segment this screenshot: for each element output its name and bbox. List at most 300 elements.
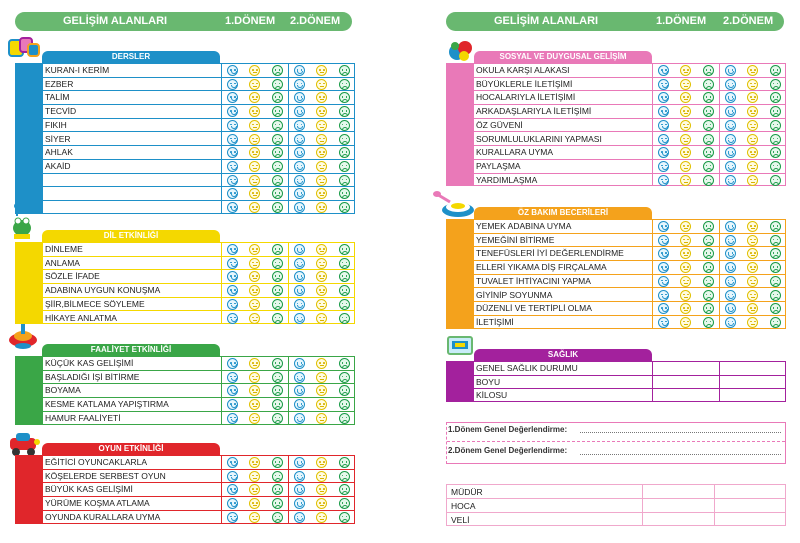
term1-rating-cell[interactable] xyxy=(227,285,238,296)
term1-rating-cell[interactable] xyxy=(249,498,260,509)
term1-rating-cell[interactable] xyxy=(227,92,238,103)
term1-rating-cell[interactable] xyxy=(272,161,283,172)
term2-rating-cell[interactable] xyxy=(747,161,758,172)
term1-rating-cell[interactable] xyxy=(680,161,691,172)
term1-rating-cell[interactable] xyxy=(249,65,260,76)
term1-rating-cell[interactable] xyxy=(658,303,669,314)
term1-rating-cell[interactable] xyxy=(227,134,238,145)
term1-rating-cell[interactable] xyxy=(227,299,238,310)
term1-rating-cell[interactable] xyxy=(703,303,714,314)
term1-rating-cell[interactable] xyxy=(249,134,260,145)
term2-rating-cell[interactable] xyxy=(294,372,305,383)
term2-rating-cell[interactable] xyxy=(294,285,305,296)
term2-rating-cell[interactable] xyxy=(770,317,781,328)
term1-rating-cell[interactable] xyxy=(249,244,260,255)
term1-rating-cell[interactable] xyxy=(227,271,238,282)
term1-rating-cell[interactable] xyxy=(227,188,238,199)
term2-rating-cell[interactable] xyxy=(725,317,736,328)
term2-rating-cell[interactable] xyxy=(725,134,736,145)
term1-rating-cell[interactable] xyxy=(249,457,260,468)
sad-face-icon xyxy=(339,399,350,410)
term2-rating-cell[interactable] xyxy=(725,147,736,158)
sad-face-icon xyxy=(339,471,350,482)
term2-rating-cell[interactable] xyxy=(770,106,781,117)
term2-rating-cell[interactable] xyxy=(294,313,305,324)
term2-rating-cell[interactable] xyxy=(725,79,736,90)
term2-rating-cell[interactable] xyxy=(339,134,350,145)
term1-rating-cell[interactable] xyxy=(272,299,283,310)
row-label: İLETİŞİMİ xyxy=(476,316,514,327)
term1-rating-cell[interactable] xyxy=(703,134,714,145)
term2-rating-cell[interactable] xyxy=(770,248,781,259)
term1-rating-cell[interactable] xyxy=(680,303,691,314)
term1-rating-cell[interactable] xyxy=(272,385,283,396)
table-row xyxy=(43,483,354,497)
term1-rating-cell[interactable] xyxy=(703,161,714,172)
term2-rating-cell[interactable] xyxy=(725,276,736,287)
term2-rating-cell[interactable] xyxy=(339,188,350,199)
term2-rating-cell[interactable] xyxy=(294,120,305,131)
term1-rating-cell[interactable] xyxy=(272,271,283,282)
neutral-face-icon xyxy=(316,161,327,172)
term1-rating-cell[interactable] xyxy=(680,92,691,103)
term1-rating-cell[interactable] xyxy=(227,512,238,523)
term2-rating-cell[interactable] xyxy=(770,276,781,287)
term2-rating-cell[interactable] xyxy=(294,79,305,90)
term2-rating-cell[interactable] xyxy=(294,512,305,523)
term2-rating-cell[interactable] xyxy=(294,65,305,76)
term2-rating-cell[interactable] xyxy=(339,175,350,186)
term1-rating-cell[interactable] xyxy=(272,285,283,296)
term2-value-cell[interactable] xyxy=(720,363,787,375)
term2-rating-cell[interactable] xyxy=(770,92,781,103)
term2-rating-cell[interactable] xyxy=(339,484,350,495)
term1-rating-cell[interactable] xyxy=(703,79,714,90)
term1-rating-cell[interactable] xyxy=(680,175,691,186)
term1-rating-cell[interactable] xyxy=(703,120,714,131)
term2-rating-cell[interactable] xyxy=(294,258,305,269)
term2-rating-cell[interactable] xyxy=(725,120,736,131)
term1-rating-cell[interactable] xyxy=(227,484,238,495)
term2-rating-cell[interactable] xyxy=(747,120,758,131)
term1-rating-cell[interactable] xyxy=(249,484,260,495)
term2-rating-cell[interactable] xyxy=(294,299,305,310)
term2-rating-cell[interactable] xyxy=(747,175,758,186)
term1-rating-cell[interactable] xyxy=(272,92,283,103)
term2-rating-cell[interactable] xyxy=(316,512,327,523)
term2-rating-cell[interactable] xyxy=(339,65,350,76)
term2-rating-cell[interactable] xyxy=(770,65,781,76)
term1-rating-cell[interactable] xyxy=(272,457,283,468)
term2-rating-cell[interactable] xyxy=(770,290,781,301)
term1-rating-cell[interactable] xyxy=(272,372,283,383)
term2-rating-cell[interactable] xyxy=(339,120,350,131)
term2-rating-cell[interactable] xyxy=(316,134,327,145)
term1-rating-cell[interactable] xyxy=(680,134,691,145)
term1-rating-cell[interactable] xyxy=(658,161,669,172)
term1-rating-cell[interactable] xyxy=(249,188,260,199)
term1-rating-cell[interactable] xyxy=(227,258,238,269)
term2-rating-cell[interactable] xyxy=(294,271,305,282)
term2-rating-cell[interactable] xyxy=(339,161,350,172)
term1-rating-cell[interactable] xyxy=(227,202,238,213)
term2-rating-cell[interactable] xyxy=(770,175,781,186)
term1-rating-cell[interactable] xyxy=(272,147,283,158)
term2-rating-cell[interactable] xyxy=(747,317,758,328)
term1-rating-cell[interactable] xyxy=(227,313,238,324)
sad-face-icon xyxy=(703,65,714,76)
term1-rating-cell[interactable] xyxy=(658,317,669,328)
term1-rating-cell[interactable] xyxy=(272,512,283,523)
term2-rating-cell[interactable] xyxy=(770,303,781,314)
term2-rating-cell[interactable] xyxy=(316,79,327,90)
term2-rating-cell[interactable] xyxy=(770,120,781,131)
term2-rating-cell[interactable] xyxy=(339,313,350,324)
sad-face-icon xyxy=(272,457,283,468)
term2-rating-cell[interactable] xyxy=(339,457,350,468)
term2-rating-cell[interactable] xyxy=(725,235,736,246)
term2-rating-cell[interactable] xyxy=(316,457,327,468)
term1-rating-cell[interactable] xyxy=(658,92,669,103)
term1-rating-cell[interactable] xyxy=(249,161,260,172)
term2-rating-cell[interactable] xyxy=(770,235,781,246)
term1-rating-cell[interactable] xyxy=(703,262,714,273)
term2-rating-cell[interactable] xyxy=(747,106,758,117)
term2-rating-cell[interactable] xyxy=(294,457,305,468)
term1-rating-cell[interactable] xyxy=(227,175,238,186)
term1-rating-cell[interactable] xyxy=(272,471,283,482)
term2-rating-cell[interactable] xyxy=(747,134,758,145)
term1-rating-cell[interactable] xyxy=(658,65,669,76)
term2-rating-cell[interactable] xyxy=(725,161,736,172)
term2-rating-cell[interactable] xyxy=(725,92,736,103)
term2-rating-cell[interactable] xyxy=(770,147,781,158)
term2-value-cell[interactable] xyxy=(720,390,787,402)
term2-rating-cell[interactable] xyxy=(339,258,350,269)
term2-rating-cell[interactable] xyxy=(725,290,736,301)
term2-rating-cell[interactable] xyxy=(316,258,327,269)
term2-rating-cell[interactable] xyxy=(316,471,327,482)
term2-rating-cell[interactable] xyxy=(316,313,327,324)
term1-rating-cell[interactable] xyxy=(658,262,669,273)
term2-rating-cell[interactable] xyxy=(294,134,305,145)
evaluation-term1-field[interactable] xyxy=(580,432,781,433)
sad-face-icon xyxy=(770,175,781,186)
term1-rating-cell[interactable] xyxy=(658,79,669,90)
table-row xyxy=(43,201,354,215)
term2-rating-cell[interactable] xyxy=(339,498,350,509)
term2-rating-cell[interactable] xyxy=(339,413,350,424)
term2-rating-cell[interactable] xyxy=(316,120,327,131)
term1-rating-cell[interactable] xyxy=(227,106,238,117)
term2-rating-cell[interactable] xyxy=(294,413,305,424)
term2-rating-cell[interactable] xyxy=(316,498,327,509)
term2-rating-cell[interactable] xyxy=(725,65,736,76)
term1-rating-cell[interactable] xyxy=(249,372,260,383)
term2-rating-cell[interactable] xyxy=(747,235,758,246)
term1-rating-cell[interactable] xyxy=(703,235,714,246)
term1-rating-cell[interactable] xyxy=(249,258,260,269)
term1-rating-cell[interactable] xyxy=(680,317,691,328)
term1-rating-cell[interactable] xyxy=(272,399,283,410)
term1-rating-cell[interactable] xyxy=(703,65,714,76)
term2-rating-cell[interactable] xyxy=(747,79,758,90)
term1-rating-cell[interactable] xyxy=(227,147,238,158)
term1-rating-cell[interactable] xyxy=(658,221,669,232)
term1-rating-cell[interactable] xyxy=(658,235,669,246)
term2-rating-cell[interactable] xyxy=(747,65,758,76)
term2-rating-cell[interactable] xyxy=(339,372,350,383)
term1-rating-cell[interactable] xyxy=(272,202,283,213)
term2-rating-cell[interactable] xyxy=(339,471,350,482)
term2-rating-cell[interactable] xyxy=(725,262,736,273)
neutral-face-icon xyxy=(680,276,691,287)
term1-rating-cell[interactable] xyxy=(227,79,238,90)
term1-rating-cell[interactable] xyxy=(703,175,714,186)
term2-rating-cell[interactable] xyxy=(294,188,305,199)
term1-rating-cell[interactable] xyxy=(249,106,260,117)
term1-rating-cell[interactable] xyxy=(658,134,669,145)
term2-rating-cell[interactable] xyxy=(316,188,327,199)
term1-rating-cell[interactable] xyxy=(272,358,283,369)
term1-rating-cell[interactable] xyxy=(227,471,238,482)
term1-rating-cell[interactable] xyxy=(658,290,669,301)
term1-rating-cell[interactable] xyxy=(272,175,283,186)
term2-rating-cell[interactable] xyxy=(770,221,781,232)
term1-rating-cell[interactable] xyxy=(272,484,283,495)
term1-rating-cell[interactable] xyxy=(703,248,714,259)
term2-rating-cell[interactable] xyxy=(316,285,327,296)
term1-rating-cell[interactable] xyxy=(249,313,260,324)
evaluation-term2-field[interactable] xyxy=(580,454,781,455)
term1-rating-cell[interactable] xyxy=(680,65,691,76)
term1-rating-cell[interactable] xyxy=(249,285,260,296)
term1-rating-cell[interactable] xyxy=(680,79,691,90)
term1-rating-cell[interactable] xyxy=(249,120,260,131)
term2-rating-cell[interactable] xyxy=(316,413,327,424)
term1-rating-cell[interactable] xyxy=(703,221,714,232)
term1-rating-cell[interactable] xyxy=(227,457,238,468)
term2-rating-cell[interactable] xyxy=(316,372,327,383)
term1-rating-cell[interactable] xyxy=(680,290,691,301)
term1-rating-cell[interactable] xyxy=(658,147,669,158)
term2-rating-cell[interactable] xyxy=(747,147,758,158)
term1-rating-cell[interactable] xyxy=(227,120,238,131)
term1-rating-cell[interactable] xyxy=(680,276,691,287)
term2-rating-cell[interactable] xyxy=(339,385,350,396)
term2-rating-cell[interactable] xyxy=(339,512,350,523)
term2-rating-cell[interactable] xyxy=(725,175,736,186)
term1-rating-cell[interactable] xyxy=(680,106,691,117)
term1-rating-cell[interactable] xyxy=(272,413,283,424)
term2-rating-cell[interactable] xyxy=(747,92,758,103)
term2-rating-cell[interactable] xyxy=(316,92,327,103)
term1-value-cell[interactable] xyxy=(653,363,720,375)
term2-rating-cell[interactable] xyxy=(339,79,350,90)
term1-rating-cell[interactable] xyxy=(249,512,260,523)
term1-rating-cell[interactable] xyxy=(249,471,260,482)
term1-rating-cell[interactable] xyxy=(249,175,260,186)
term2-rating-cell[interactable] xyxy=(725,106,736,117)
term2-rating-cell[interactable] xyxy=(316,147,327,158)
term1-rating-cell[interactable] xyxy=(272,188,283,199)
term2-rating-cell[interactable] xyxy=(316,399,327,410)
table-row xyxy=(43,78,354,92)
term1-rating-cell[interactable] xyxy=(272,313,283,324)
sad-face-icon xyxy=(770,65,781,76)
term1-rating-cell[interactable] xyxy=(658,106,669,117)
term2-rating-cell[interactable] xyxy=(339,399,350,410)
term2-rating-cell[interactable] xyxy=(339,106,350,117)
term2-rating-cell[interactable] xyxy=(339,244,350,255)
term1-rating-cell[interactable] xyxy=(227,358,238,369)
happy-face-icon xyxy=(658,276,669,287)
term2-rating-cell[interactable] xyxy=(316,161,327,172)
sad-face-icon xyxy=(339,498,350,509)
term2-rating-cell[interactable] xyxy=(294,471,305,482)
term1-rating-cell[interactable] xyxy=(249,385,260,396)
term2-rating-cell[interactable] xyxy=(747,290,758,301)
term2-rating-cell[interactable] xyxy=(316,244,327,255)
term2-rating-cell[interactable] xyxy=(316,65,327,76)
term2-rating-cell[interactable] xyxy=(294,147,305,158)
term1-value-cell[interactable] xyxy=(653,390,720,402)
term1-rating-cell[interactable] xyxy=(227,372,238,383)
term2-rating-cell[interactable] xyxy=(316,175,327,186)
term1-rating-cell[interactable] xyxy=(249,413,260,424)
term1-rating-cell[interactable] xyxy=(227,413,238,424)
term1-rating-cell[interactable] xyxy=(227,161,238,172)
term1-rating-cell[interactable] xyxy=(658,175,669,186)
term1-rating-cell[interactable] xyxy=(703,106,714,117)
term1-rating-cell[interactable] xyxy=(249,299,260,310)
term2-rating-cell[interactable] xyxy=(747,262,758,273)
term1-rating-cell[interactable] xyxy=(227,244,238,255)
term2-rating-cell[interactable] xyxy=(294,202,305,213)
term2-rating-cell[interactable] xyxy=(770,79,781,90)
happy-face-icon xyxy=(227,161,238,172)
sad-face-icon xyxy=(703,175,714,186)
sad-face-icon xyxy=(272,471,283,482)
neutral-face-icon xyxy=(747,92,758,103)
term2-rating-cell[interactable] xyxy=(294,385,305,396)
term1-rating-cell[interactable] xyxy=(658,276,669,287)
term1-rating-cell[interactable] xyxy=(227,399,238,410)
term2-rating-cell[interactable] xyxy=(294,161,305,172)
neutral-face-icon xyxy=(316,413,327,424)
term1-rating-cell[interactable] xyxy=(249,202,260,213)
term1-rating-cell[interactable] xyxy=(249,79,260,90)
happy-face-icon xyxy=(658,262,669,273)
term2-rating-cell[interactable] xyxy=(339,92,350,103)
term2-rating-cell[interactable] xyxy=(294,399,305,410)
term2-rating-cell[interactable] xyxy=(747,276,758,287)
term2-rating-cell[interactable] xyxy=(725,303,736,314)
term2-rating-cell[interactable] xyxy=(339,299,350,310)
term2-rating-cell[interactable] xyxy=(316,271,327,282)
term2-rating-cell[interactable] xyxy=(770,262,781,273)
term2-rating-cell[interactable] xyxy=(294,244,305,255)
term2-value-cell[interactable] xyxy=(720,377,787,389)
term1-rating-cell[interactable] xyxy=(658,248,669,259)
term1-rating-cell[interactable] xyxy=(703,92,714,103)
term1-rating-cell[interactable] xyxy=(703,290,714,301)
term1-rating-cell[interactable] xyxy=(272,498,283,509)
term2-rating-cell[interactable] xyxy=(339,202,350,213)
term1-rating-cell[interactable] xyxy=(658,120,669,131)
term1-rating-cell[interactable] xyxy=(227,498,238,509)
term2-rating-cell[interactable] xyxy=(316,484,327,495)
term2-rating-cell[interactable] xyxy=(316,358,327,369)
term1-rating-cell[interactable] xyxy=(249,399,260,410)
term1-rating-cell[interactable] xyxy=(227,65,238,76)
term2-rating-cell[interactable] xyxy=(339,271,350,282)
happy-face-icon xyxy=(227,175,238,186)
term1-rating-cell[interactable] xyxy=(680,147,691,158)
term1-rating-cell[interactable] xyxy=(272,120,283,131)
term2-rating-cell[interactable] xyxy=(770,161,781,172)
term2-rating-cell[interactable] xyxy=(294,175,305,186)
term1-rating-cell[interactable] xyxy=(272,65,283,76)
term1-rating-cell[interactable] xyxy=(680,248,691,259)
term1-rating-cell[interactable] xyxy=(680,120,691,131)
term1-rating-cell[interactable] xyxy=(249,92,260,103)
term2-rating-cell[interactable] xyxy=(294,484,305,495)
term1-rating-cell[interactable] xyxy=(249,147,260,158)
term2-rating-cell[interactable] xyxy=(294,498,305,509)
term1-rating-cell[interactable] xyxy=(680,221,691,232)
term2-rating-cell[interactable] xyxy=(747,303,758,314)
term1-rating-cell[interactable] xyxy=(272,134,283,145)
neutral-face-icon xyxy=(316,244,327,255)
happy-face-icon xyxy=(294,413,305,424)
term2-rating-cell[interactable] xyxy=(316,385,327,396)
term1-rating-cell[interactable] xyxy=(249,271,260,282)
term1-rating-cell[interactable] xyxy=(272,244,283,255)
term2-rating-cell[interactable] xyxy=(725,221,736,232)
term1-rating-cell[interactable] xyxy=(680,262,691,273)
term2-rating-cell[interactable] xyxy=(316,299,327,310)
neutral-face-icon xyxy=(316,358,327,369)
term2-rating-cell[interactable] xyxy=(294,92,305,103)
term2-rating-cell[interactable] xyxy=(294,358,305,369)
term2-rating-cell[interactable] xyxy=(294,106,305,117)
sad-face-icon xyxy=(770,317,781,328)
term1-rating-cell[interactable] xyxy=(272,258,283,269)
term1-value-cell[interactable] xyxy=(653,377,720,389)
neutral-face-icon xyxy=(747,221,758,232)
row-label: FIKIH xyxy=(45,119,67,130)
term1-rating-cell[interactable] xyxy=(272,106,283,117)
term1-rating-cell[interactable] xyxy=(272,79,283,90)
term1-rating-cell[interactable] xyxy=(227,385,238,396)
row-label: HOCALARIYLA İLETİŞİMİ xyxy=(476,92,576,103)
term2-rating-cell[interactable] xyxy=(339,358,350,369)
term1-rating-cell[interactable] xyxy=(703,317,714,328)
term2-rating-cell[interactable] xyxy=(316,106,327,117)
term2-rating-cell[interactable] xyxy=(725,248,736,259)
term1-rating-cell[interactable] xyxy=(703,147,714,158)
term1-rating-cell[interactable] xyxy=(680,235,691,246)
term2-rating-cell[interactable] xyxy=(747,248,758,259)
term2-rating-cell[interactable] xyxy=(770,134,781,145)
term2-rating-cell[interactable] xyxy=(747,221,758,232)
term2-rating-cell[interactable] xyxy=(339,147,350,158)
term2-rating-cell[interactable] xyxy=(339,285,350,296)
term1-rating-cell[interactable] xyxy=(703,276,714,287)
term1-rating-cell[interactable] xyxy=(249,358,260,369)
term2-rating-cell[interactable] xyxy=(316,202,327,213)
